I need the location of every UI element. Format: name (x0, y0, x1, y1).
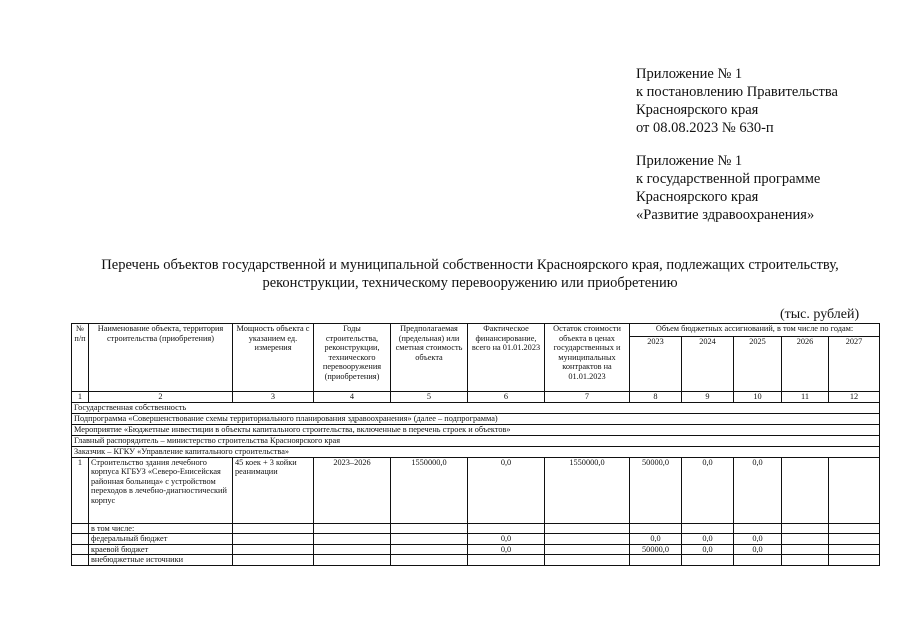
empty-cell (829, 544, 880, 555)
empty-cell (391, 544, 468, 555)
empty-cell (545, 534, 630, 545)
group-label: Главный распорядитель – министерство строительства Красноярского края (72, 435, 880, 446)
object-estimated-cost: 1550000,0 (391, 457, 468, 523)
appendix-line: Приложение № 1 (636, 66, 743, 82)
empty-cell (545, 555, 630, 566)
column-number: 2 (89, 392, 233, 403)
object-years: 2023–2026 (314, 457, 391, 523)
empty-cell (545, 523, 630, 534)
empty-cell (233, 555, 314, 566)
units-label: (тыс. рублей) (780, 307, 860, 322)
header-year-2025: 2025 (734, 337, 782, 392)
column-number: 3 (233, 392, 314, 403)
group-label: Государственная собственность (72, 402, 880, 413)
object-budget-2023: 50000,0 (630, 457, 682, 523)
table-header-row (72, 324, 880, 337)
empty-cell (233, 534, 314, 545)
group-label: Заказчик – КГКУ «Управление капитального строительства» (72, 446, 880, 457)
group-row-customer (72, 446, 880, 457)
group-row-manager (72, 435, 880, 446)
object-budget-2024: 0,0 (682, 457, 734, 523)
column-number: 10 (734, 392, 782, 403)
object-budget-2027 (829, 457, 880, 523)
appendix-line: к государственной программе (636, 171, 821, 187)
sub-row-2024 (682, 555, 734, 566)
empty-cell (233, 523, 314, 534)
header-years: Годы строительства, реконструкции, технического перевооружения (приобретения) (314, 324, 391, 392)
header-estimated-cost: Предполагаемая (предельная) или сметная стоимость объекта (391, 324, 468, 392)
empty-cell (545, 544, 630, 555)
empty-cell (314, 544, 391, 555)
appendix-line: Приложение № 1 (636, 153, 743, 169)
empty-cell (782, 534, 829, 545)
object-capacity: 45 коек + 3 койки реанимации (233, 457, 314, 523)
empty-cell (391, 555, 468, 566)
sub-row-num-cell (72, 555, 89, 566)
empty-cell (829, 555, 880, 566)
appendix-line: Красноярского края (636, 102, 759, 118)
sub-row (72, 534, 880, 545)
sub-row-2023: 50000,0 (630, 544, 682, 555)
sub-row-label: федеральный бюджет (89, 534, 233, 545)
appendix-line: Красноярского края (636, 189, 759, 205)
column-number: 7 (545, 392, 630, 403)
appendix-line: «Развитие здравоохранения» (636, 207, 815, 223)
object-actual-financing: 0,0 (468, 457, 545, 523)
sub-row-2024 (682, 523, 734, 534)
appendix-line: от 08.08.2023 № 630-п (636, 120, 774, 136)
header-year-2024: 2024 (682, 337, 734, 392)
column-number: 1 (72, 392, 89, 403)
object-row (72, 457, 880, 523)
sub-row-2024: 0,0 (682, 534, 734, 545)
object-num: 1 (72, 457, 89, 523)
sub-row-2023 (630, 523, 682, 534)
header-year-2027: 2027 (829, 337, 880, 392)
sub-row-2025 (734, 523, 782, 534)
empty-cell (782, 523, 829, 534)
column-number: 5 (391, 392, 468, 403)
object-budget-2026 (782, 457, 829, 523)
sub-row-label: в том числе: (89, 523, 233, 534)
group-row-measure (72, 424, 880, 435)
sub-row-label: внебюджетные источники (89, 555, 233, 566)
empty-cell (391, 534, 468, 545)
empty-cell (314, 555, 391, 566)
header-actual-financing: Фактическое финансирование, всего на 01.01.2023 (468, 324, 545, 392)
header-year-2026: 2026 (782, 337, 829, 392)
object-remaining-cost: 1550000,0 (545, 457, 630, 523)
sub-row-2025: 0,0 (734, 544, 782, 555)
sub-row-2025 (734, 555, 782, 566)
sub-row-num-cell (72, 544, 89, 555)
group-label: Мероприятие «Бюджетные инвестиции в объекты капитального строительства, включенные в перечень строек и объектов» (72, 424, 880, 435)
empty-cell (829, 523, 880, 534)
column-number: 8 (630, 392, 682, 403)
empty-cell (782, 555, 829, 566)
column-number: 12 (829, 392, 880, 403)
empty-cell (782, 544, 829, 555)
sub-row-2023: 0,0 (630, 534, 682, 545)
header-budget-allocations: Объем бюджетных ассигнований, в том числе по годам: (630, 324, 880, 337)
document-title-line: Перечень объектов государственной и муниципальной собственности Красноярского края, подлежащих строительству, (101, 257, 839, 273)
sub-row-actual (468, 523, 545, 534)
sub-row (72, 523, 880, 534)
sub-row-actual: 0,0 (468, 544, 545, 555)
object-budget-2025: 0,0 (734, 457, 782, 523)
sub-row-num-cell (72, 523, 89, 534)
group-row-subprogram (72, 413, 880, 424)
column-number: 11 (782, 392, 829, 403)
objects-table (71, 323, 880, 566)
empty-cell (314, 534, 391, 545)
sub-row-2023 (630, 555, 682, 566)
column-number: 6 (468, 392, 545, 403)
sub-row-actual: 0,0 (468, 534, 545, 545)
object-name: Строительство здания лечебного корпуса КГБУЗ «Северо-Енисейская районная больница» с устройством переходов в лечебно-диагностический корпус (89, 457, 233, 523)
empty-cell (314, 523, 391, 534)
column-number: 9 (682, 392, 734, 403)
sub-row (72, 555, 880, 566)
sub-row-num-cell (72, 534, 89, 545)
appendix-block-program (636, 152, 820, 224)
document-title (60, 256, 880, 292)
empty-cell (391, 523, 468, 534)
header-name: Наименование объекта, территория строительства (приобретения) (89, 324, 233, 392)
sub-row (72, 544, 880, 555)
sub-row-2025: 0,0 (734, 534, 782, 545)
header-num: № п/п (72, 324, 89, 392)
sub-row-label: краевой бюджет (89, 544, 233, 555)
header-capacity: Мощность объекта с указанием ед. измерения (233, 324, 314, 392)
group-row-ownership (72, 402, 880, 413)
appendix-block-decree (636, 65, 838, 137)
column-number-row (72, 392, 880, 403)
column-number: 4 (314, 392, 391, 403)
header-remaining-cost: Остаток стоимости объекта в ценах государственных и муниципальных контрактов на 01.01.2023 (545, 324, 630, 392)
sub-row-actual (468, 555, 545, 566)
header-year-2023: 2023 (630, 337, 682, 392)
sub-row-2024: 0,0 (682, 544, 734, 555)
empty-cell (829, 534, 880, 545)
appendix-line: к постановлению Правительства (636, 84, 838, 100)
group-label: Подпрограмма «Совершенствование схемы территориального планирования здравоохранения» (далее – подпрограмма) (72, 413, 880, 424)
document-title-line: реконструкции, техническому перевооружению или приобретению (262, 275, 678, 291)
empty-cell (233, 544, 314, 555)
